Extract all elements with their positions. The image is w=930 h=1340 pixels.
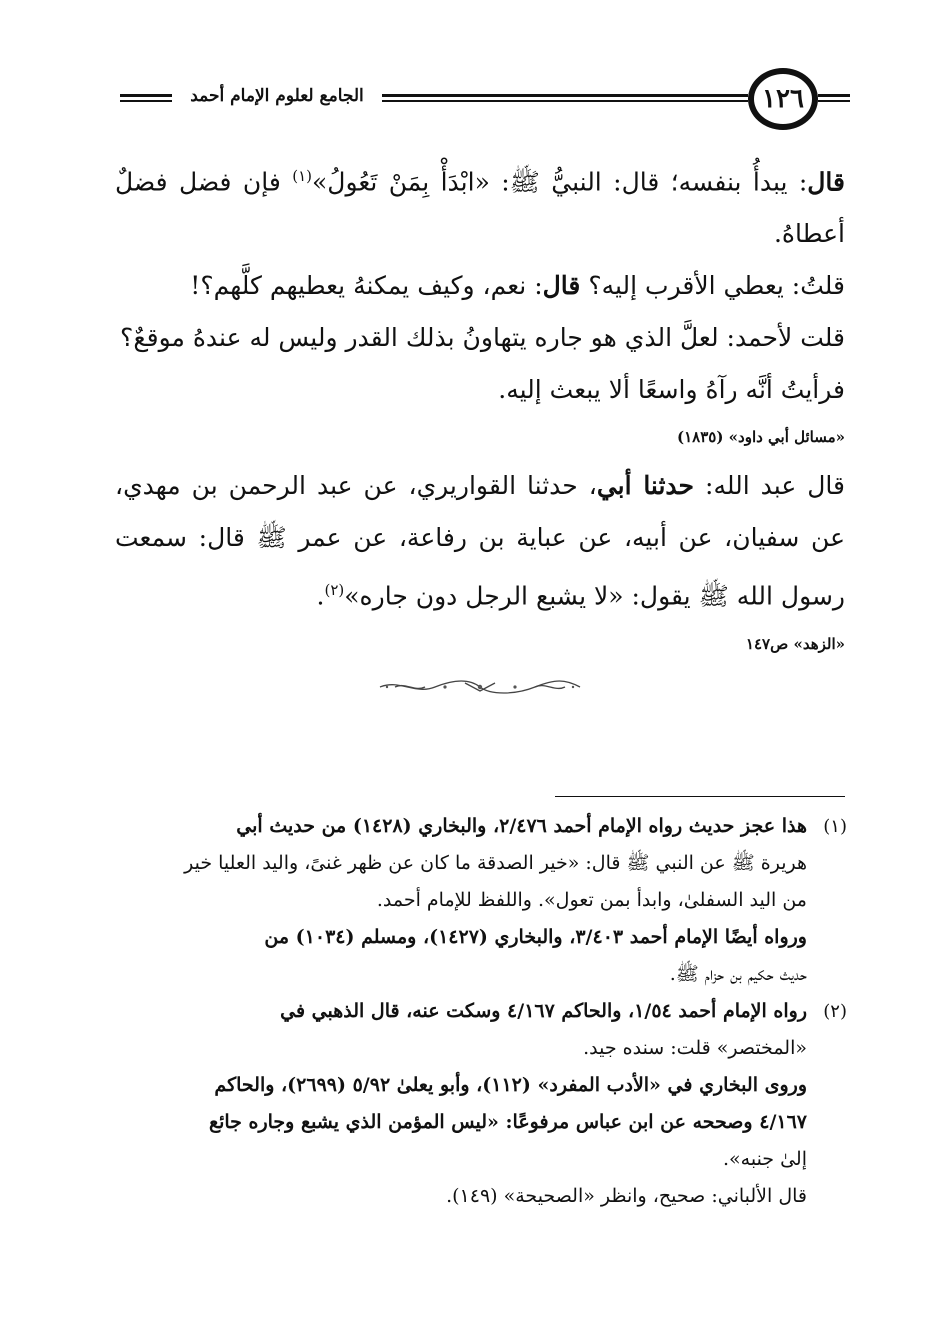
- main-text: [115, 150, 845, 697]
- ornament-icon: [375, 677, 585, 697]
- keyword-qala: قال: [807, 167, 845, 197]
- footnote-line: من اليد السفلىٰ، وابدأ بمن تعول». واللفظ للإمام أحمد.: [376, 889, 807, 911]
- page-number: ١٢٦: [748, 68, 818, 130]
- source-citation-2: «الزهد» ص١٤٧: [745, 634, 845, 653]
- footnote-line: «المختصر» قلت: سنده جيد.: [583, 1037, 807, 1059]
- paragraph-1-text-a: : يبدأُ بنفسه؛ قال: النبيُّ ﷺ: «ابْدَأْ بِمَنْ تَعُولُ»: [312, 167, 808, 197]
- footnote-1: [115, 808, 847, 993]
- source-citation-1: «مسائل أبي داود» (١٨٣٥): [677, 428, 845, 447]
- footnote-line: حديث حكيم بن حزام ﷺ.: [669, 963, 807, 985]
- paragraph-5-text-b: ، حدثنا القواريري، عن عبد الرحمن بن مهدي، عن سفيان، عن أبيه، عن عباية بن رفاعة، عن عمر ﷺ قال: سمعت رسول الله ﷺ يقول: «لا يشبع الرجل دون جاره»: [115, 471, 845, 611]
- footnote-line: وروى البخاري في «الأدب المفرد» (١١٢)، وأبو يعلىٰ ٥/٩٢ (٢٦٩٩)، والحاكم: [214, 1074, 807, 1096]
- footnote-ref-2[interactable]: (٢): [324, 581, 345, 600]
- footnote-line: رواه الإمام أحمد ١/٥٤، والحاكم ٤/١٦٧ وسكت عنه، قال الذهبي في: [280, 1000, 807, 1022]
- keyword-qala-2: قال: [542, 271, 581, 301]
- paragraph-5-text-a: قال عبد الله:: [694, 471, 846, 501]
- paragraph-5-end: .: [316, 581, 325, 611]
- footnote-1-body: [115, 808, 807, 993]
- footnote-1-number: (١): [823, 816, 847, 837]
- paragraph-3: قلت لأحمد: لعلَّ الذي هو جاره يتهاونُ بذلك القدر وليس له عندهُ موقعٌ؟: [120, 323, 845, 353]
- footnotes: [115, 808, 847, 1215]
- footnote-ref-1[interactable]: (١): [292, 167, 312, 185]
- footnote-2: [115, 993, 847, 1215]
- footnote-line: قال الألباني: صحيح، وانظر «الصحيحة» (١٤٩).: [446, 1185, 807, 1207]
- header-rule-left: [120, 94, 172, 102]
- paragraph-5: [115, 460, 845, 622]
- footnote-line: هذا عجز حديث رواه الإمام أحمد ٢/٤٧٦، والبخاري (١٤٢٨) من حديث أبي: [236, 815, 807, 837]
- footnote-line: ٤/١٦٧ وصححه عن ابن عباس مرفوعًا: «ليس المؤمن الذي يشبع وجاره جائع: [208, 1111, 807, 1133]
- page-header: [120, 68, 845, 132]
- header-rule-right: [818, 94, 850, 102]
- footnote-line: هريرة ﷺ عن النبي ﷺ قال: «خير الصدقة ما كان عن ظهر غنىً، واليد العليا خير: [184, 852, 807, 874]
- paragraph-2-text-a: قلتُ: يعطي الأقرب إليه؟: [580, 271, 845, 301]
- section-divider-ornament: [115, 677, 845, 697]
- keyword-haddathana: حدثنا أبي: [596, 471, 695, 501]
- paragraph-2-text-b: : نعم، وكيف يمكنهُ يعطيهم كلَّهم؟!: [190, 271, 543, 301]
- footnote-line: إلىٰ جنبه».: [722, 1148, 807, 1170]
- running-title: الجامع لعلوم الإمام أحمد: [190, 86, 364, 106]
- paragraph-2: [115, 260, 845, 312]
- header-rule-middle: [382, 94, 748, 102]
- paragraph-1-text-b: فإن فضل فضلٌ أعطاهُ.: [115, 167, 845, 249]
- footnote-line: ورواه أيضًا الإمام أحمد ٣/٤٠٣، والبخاري (١٤٢٧)، ومسلم (١٠٣٤) من: [264, 926, 807, 948]
- footnote-separator: [555, 796, 845, 797]
- paragraph-1: [115, 150, 845, 260]
- footnote-2-body: [115, 993, 807, 1215]
- paragraph-4: فرأيتُ أنَّه رآهُ واسعًا ألا يبعث إليه.: [498, 375, 845, 405]
- footnote-2-number: (٢): [823, 1001, 847, 1022]
